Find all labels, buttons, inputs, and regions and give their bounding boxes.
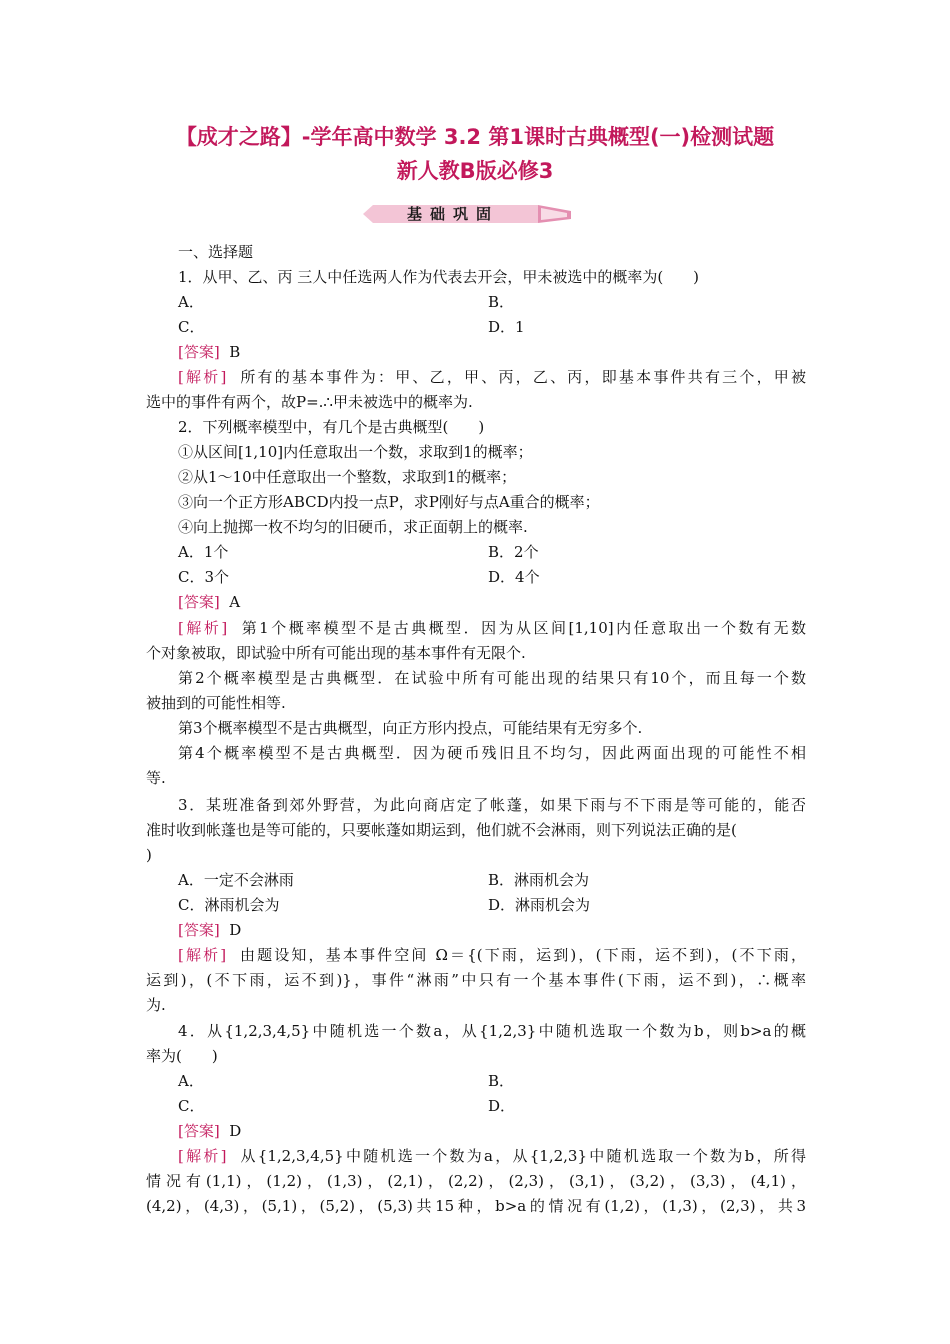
q3-analysis-line-3: 为. [146, 996, 166, 1014]
q1-option-c: C． [178, 318, 205, 336]
q2-option-c: C．3个 [178, 568, 230, 586]
document-title-line-1: 【成才之路】-学年高中数学 3.2 第1课时古典概型(一)检测试题 [175, 125, 775, 149]
analysis-tag: [解析] [178, 619, 228, 637]
q2-p4-text: 第4个概率模型不是古典概型．因为硬币残旧且不均匀，因此两面出现的可能性不相 [178, 744, 806, 762]
analysis-tag: [解析] [178, 368, 227, 386]
q3-stem-line-1 [146, 795, 806, 815]
q3-stem-line-3: ) [146, 846, 152, 864]
q2-analysis-p4-line-2: 等. [146, 769, 166, 787]
q1-analysis-line-1 [146, 367, 806, 387]
q2-analysis-p2-line-2: 被抽到的可能性相等. [146, 694, 286, 712]
q3-answer: D [229, 921, 242, 939]
q2-p2-text: 第2个概率模型是古典概型．在试验中所有可能出现的结果只有10个，而且每一个数 [178, 669, 806, 687]
q4-stem-line-1 [146, 1021, 806, 1041]
q2-item: ④向上抛掷一枚不均匀的旧硬币，求正面朝上的概率. [178, 518, 528, 536]
q2-option-a: A．1个 [178, 543, 229, 561]
q3-option-b: B．淋雨机会为 [488, 871, 590, 889]
q2-option-d: D．4个 [488, 568, 540, 586]
q2-analysis-text-1: 第1个概率模型不是古典概型．因为从区间[1,10]内任意取出一个数有无数 [241, 619, 806, 637]
q2-stem: 2．下列概率模型中，有几个是古典概型( ) [178, 418, 485, 436]
analysis-tag: [解析] [178, 1147, 227, 1165]
q3-option-c: C．淋雨机会为 [178, 896, 280, 914]
q4-option-a: A． [178, 1072, 204, 1090]
q3-option-d: D．淋雨机会为 [488, 896, 591, 914]
q1-stem: 1．从甲、乙、丙 三人中任选两人作为代表去开会，甲未被选中的概率为( ) [178, 268, 700, 286]
q2-analysis-p3: 第3个概率模型不是古典概型，向正方形内投点，可能结果有无穷多个. [178, 719, 643, 737]
q4-stem-line-2: 率为( ) [146, 1047, 218, 1065]
section-banner [363, 203, 571, 225]
q3-option-a: A．一定不会淋雨 [178, 871, 294, 889]
q4-option-c: C． [178, 1097, 205, 1115]
q4-option-d: D． [488, 1097, 516, 1115]
q2-analysis-p2-line-1 [146, 668, 806, 688]
analysis-tag: [解析] [178, 946, 227, 964]
q4-analysis-line-1 [146, 1146, 806, 1166]
document-title-line-2: 新人教B版必修3 [396, 159, 554, 183]
q4-stem-text-1: 4．从{1,2,3,4,5}中随机选一个数a，从{1,2,3}中随机选取一个数为b，则b>a的概 [178, 1022, 806, 1040]
q2-answer-row [178, 592, 240, 612]
q3-analysis-line-1 [146, 945, 806, 965]
q1-analysis-text-1: 所有的基本事件为：甲、乙，甲、丙，乙、丙，即基本事件共有三个，甲被 [240, 368, 806, 386]
q1-option-a: A． [178, 293, 204, 311]
q1-answer: B [229, 343, 241, 361]
q2-analysis-line-2: 个对象被取，即试验中所有可能出现的基本事件有无限个. [146, 644, 526, 662]
q4-answer: D [229, 1122, 242, 1140]
q3-stem-text-1: 3．某班准备到郊外野营，为此向商店定了帐蓬，如果下雨与不下雨是等可能的，能否 [178, 796, 806, 814]
q4-analysis-line-2: 情况有(1,1)，(1,2)，(1,3)，(2,1)，(2,2)，(2,3)，(3,1)，(3,2)，(3,3)，(4,1)， [146, 1172, 806, 1190]
q4-analysis-text-1: 从{1,2,3,4,5}中随机选一个数为a，从{1,2,3}中随机选取一个数为b，所得 [240, 1147, 806, 1165]
q4-option-b: B． [488, 1072, 515, 1090]
q2-item: ②从1～10中任意取出一个整数，求取到1的概率； [178, 468, 517, 486]
q2-item: ③向一个正方形ABCD内投一点P，求P刚好与点A重合的概率； [178, 493, 600, 511]
answer-tag: [答案] [178, 921, 220, 939]
q2-analysis-p4-line-1 [146, 743, 806, 763]
q4-analysis-line-3: (4,2)，(4,3)，(5,1)，(5,2)，(5,3)共15种，b>a的情况有(1,2)，(1,3)，(2,3)，共3 [146, 1197, 806, 1215]
q2-option-b: B．2个 [488, 543, 539, 561]
q2-answer: A [229, 593, 241, 611]
q1-analysis-line-2: 选中的事件有两个，故P=.∴甲未被选中的概率为. [146, 393, 473, 411]
answer-tag: [答案] [178, 1122, 220, 1140]
section-heading: 一、选择题 [178, 243, 254, 261]
answer-tag: [答案] [178, 593, 220, 611]
q3-analysis-text-1: 由题设知，基本事件空间 Ω＝{(下雨，运到)，(下雨，运不到)，(不下雨， [239, 946, 806, 964]
q1-option-b: B． [488, 293, 515, 311]
q2-item: ①从区间[1,10]内任意取出一个数，求取到1的概率； [178, 443, 533, 461]
q2-analysis-line-1 [146, 618, 806, 638]
q3-stem-line-2: 准时收到帐蓬也是等可能的，只要帐蓬如期运到，他们就不会淋雨，则下列说法正确的是( [146, 821, 737, 839]
q1-option-d: D．1 [488, 318, 525, 336]
q4-answer-row [178, 1121, 241, 1141]
answer-tag: [答案] [178, 343, 220, 361]
q3-answer-row [178, 920, 241, 940]
q3-analysis-line-2: 运到)，(不下雨，运不到)}，事件“淋雨”中只有一个基本事件(下雨，运不到)，∴概率 [146, 971, 806, 989]
q1-answer-row [178, 342, 240, 362]
section-banner-text: 基础巩固 [406, 205, 499, 223]
